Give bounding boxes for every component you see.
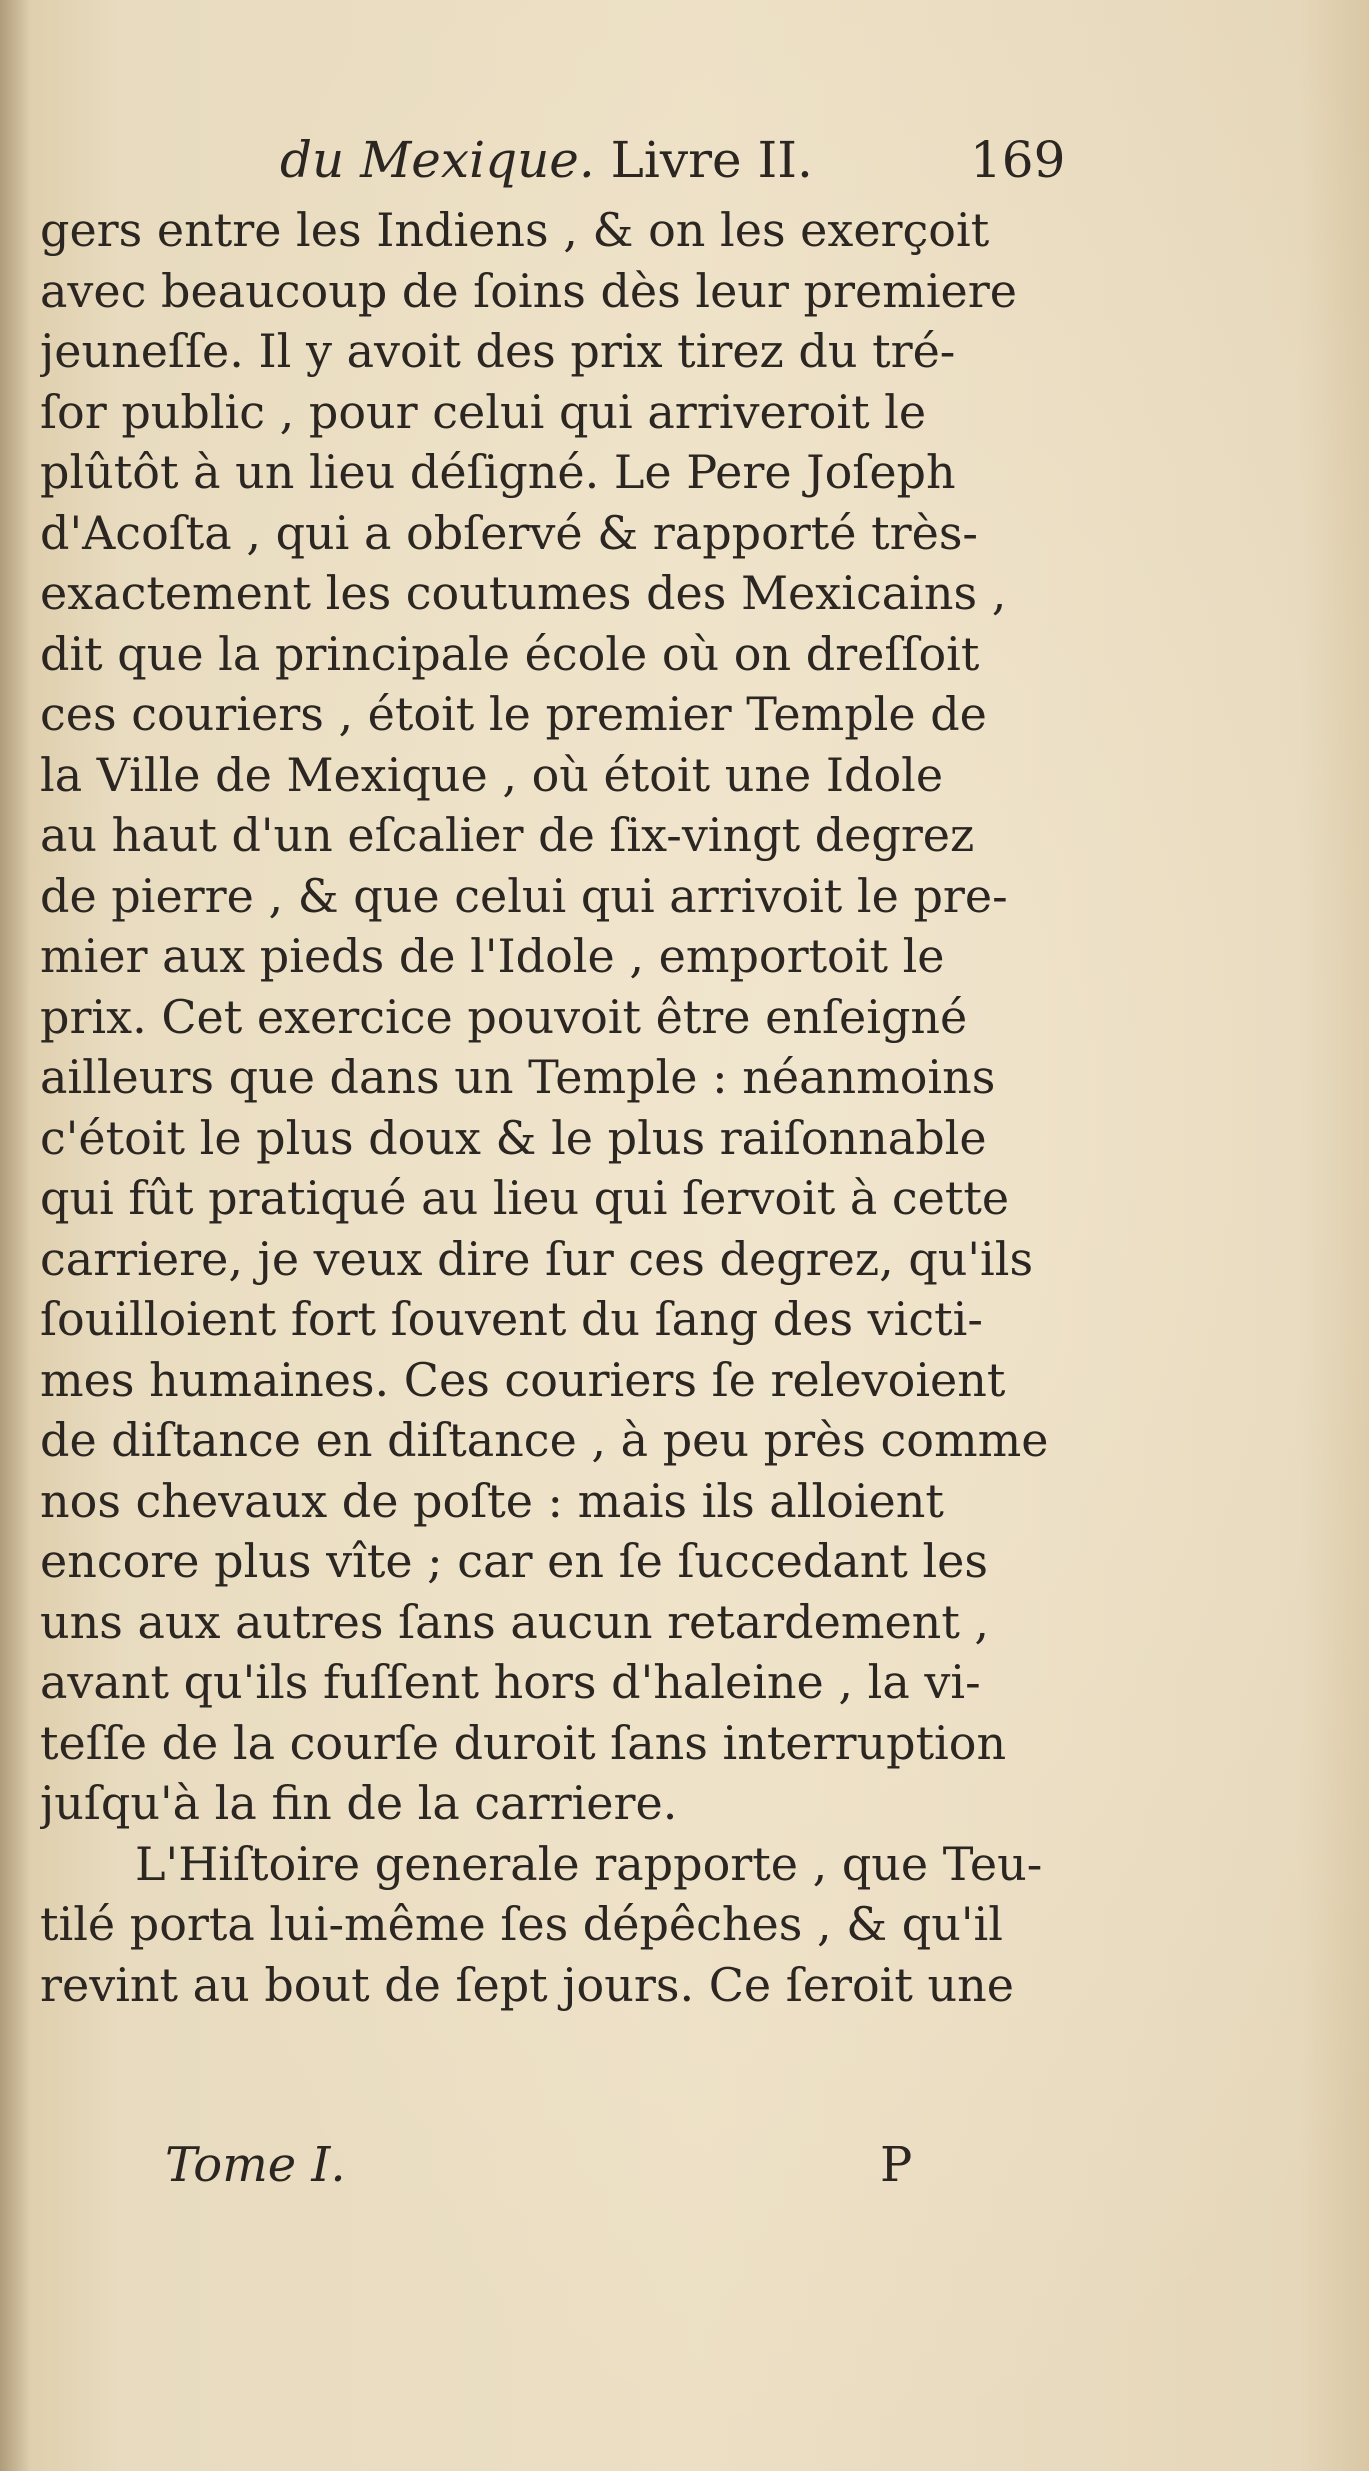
text-line: plûtôt à un lieu déſigné. Le Pere Joſeph xyxy=(40,445,956,499)
text-line: teſſe de la courſe duroit ſans interruption xyxy=(40,1715,1007,1770)
text-line: tilé porta lui-même ſes dépêches , & qu'il xyxy=(40,1897,1003,1951)
text-line: qui fût pratiqué au lieu qui ſervoit à cette xyxy=(40,1171,1010,1225)
body-text xyxy=(40,200,1120,2015)
text-line: jeuneſſe. Il y avoit des prix tirez du tré- xyxy=(40,324,956,378)
text-line: prix. Cet exercice pouvoit être enſeigné xyxy=(40,989,968,1044)
text-line: gers entre les Indiens , & on les exerçoit xyxy=(40,203,990,257)
text-line: exactement les coutumes des Mexicains , xyxy=(40,566,1007,620)
text-line: ſor public , pour celui qui arriveroit le xyxy=(40,384,927,439)
gutter-shadow xyxy=(0,0,30,2471)
text-line: ces couriers , étoit le premier Temple de xyxy=(40,687,987,741)
text-line: la Ville de Mexique , où étoit une Idole xyxy=(40,747,944,802)
running-title-roman: Livre II. xyxy=(594,131,813,189)
text-line: encore plus vîte ; car en ſe ſuccedant les xyxy=(40,1534,988,1588)
running-title xyxy=(280,130,813,190)
text-line: dit que la principale école où on dreſſoit xyxy=(40,626,980,681)
quire-signature: P xyxy=(880,2137,913,2193)
text-line: avec beaucoup de ſoins dès leur premiere xyxy=(40,263,1017,318)
text-line: mes humaines. Ces couriers ſe relevoient xyxy=(40,1352,1006,1407)
volume-signature: Tome I. xyxy=(165,2137,346,2193)
text-line: revint au bout de ſept jours. Ce ſeroit une xyxy=(40,1957,1014,2012)
paragraph-first-line: L'Hiſtoire generale rapporte , que Teu- xyxy=(135,1836,1043,1891)
text-line: au haut d'un eſcalier de ſix-vingt degrez xyxy=(40,808,975,862)
text-line: d'Acoſta , qui a obſervé & rapporté très- xyxy=(40,505,978,560)
text-line: de diſtance en diſtance , à peu près comme xyxy=(40,1413,1049,1467)
text-line: carriere, je veux dire ſur ces degrez, qu'ils xyxy=(40,1231,1034,1286)
text-line: ſouilloient fort ſouvent du ſang des victi- xyxy=(40,1292,983,1346)
running-title-italic: du Mexique. xyxy=(280,131,595,189)
running-head xyxy=(0,130,1369,190)
text-line: nos chevaux de poſte : mais ils alloient xyxy=(40,1473,944,1528)
text-line: juſqu'à la fin de la carriere. xyxy=(40,1776,678,1830)
text-line: avant qu'ils fuſſent hors d'haleine , la vi- xyxy=(40,1655,981,1709)
text-line: ailleurs que dans un Temple : néanmoins xyxy=(40,1050,996,1104)
page-footer xyxy=(0,2135,1369,2195)
text-line: de pierre , & que celui qui arrivoit le pre- xyxy=(40,868,1008,923)
text-line: uns aux autres ſans aucun retardement , xyxy=(40,1594,990,1649)
page-number: 169 xyxy=(970,131,1066,189)
text-line: c'étoit le plus doux & le plus raiſonnable xyxy=(40,1110,987,1165)
text-line: mier aux pieds de l'Idole , emportoit le xyxy=(40,929,945,983)
